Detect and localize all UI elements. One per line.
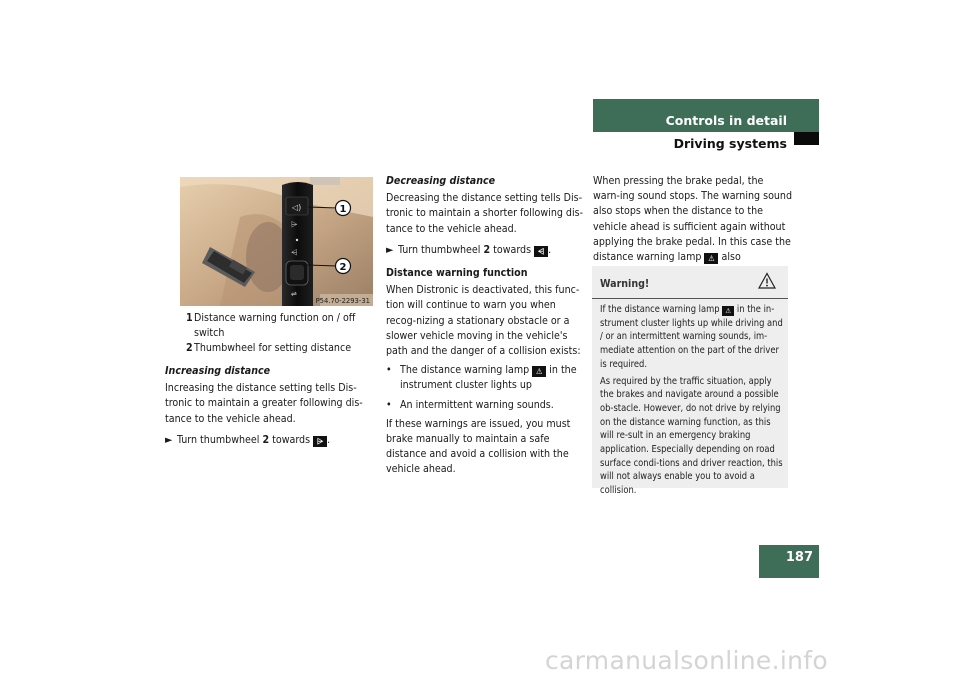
warning-title: Warning!	[600, 278, 650, 290]
watermark: carmanualsonline.info	[545, 646, 828, 675]
svg-text:⇌: ⇌	[291, 290, 297, 298]
caption-1	[180, 311, 375, 341]
subsection-title: Driving systems	[673, 136, 787, 151]
figure-code: P54.70-2293-31	[315, 297, 370, 305]
increasing-heading: Increasing distance	[165, 365, 271, 377]
decreasing-para: Decreasing the distance setting tells Dis-tronic to maintain a shorter following dis-tance to the vehicle ahead.	[386, 192, 584, 235]
callout-2: 2	[339, 262, 347, 273]
photo-illustration	[180, 177, 373, 306]
distance-warning-lamp-icon: ⚠	[704, 253, 718, 264]
caption-1-text: Distance warning function on / off switch	[194, 312, 356, 340]
thumbwheel-increase-icon: ⩥	[313, 436, 327, 447]
distance-warning-para: When Distronic is deactivated, this func-tion will continue to warn you when recog-nizing a stationary obstacle or a slower vehicle moving in the vehicle's path and the danger of a collision exists:	[386, 284, 581, 358]
step-arrow-icon: ►	[165, 433, 173, 446]
header-tab-marker	[794, 132, 819, 145]
thumbwheel-decrease-icon: ⩤	[534, 246, 548, 257]
caption-2-num: 2	[186, 342, 193, 355]
brake-pedal-para: When pressing the brake pedal, the warn-ing sound stops. The warning sound also stops when the distance to the vehicle ahead is sufficient again without applying the brake pedal. In this case the distance warning lamp ⚠ also	[593, 175, 793, 264]
section-title: Controls in detail	[665, 113, 787, 128]
warning-para-2: As required by the traffic situation, apply the brakes and navigate around a possible ob-stacle. However, do not drive by relying on the distance warning function, as this will re-sult in an emergency braking application. Especially depending on road surface condi-tions and driver reaction, this will not always enable you to avoid a collision.	[600, 375, 783, 497]
warning-triangle-icon	[758, 272, 776, 290]
column-3	[593, 174, 793, 280]
distance-warning-heading: Distance warning function	[386, 267, 528, 280]
control-switch-photo	[180, 177, 373, 306]
distance-warning-lamp-icon: ⚠	[532, 366, 546, 377]
bullet-dot-icon: •	[386, 364, 392, 377]
warning-box	[592, 266, 788, 497]
increasing-para: Increasing the distance setting tells Dis-tronic to maintain a greater following dis-tance to the vehicle ahead.	[165, 382, 363, 425]
callout-1: 1	[339, 204, 347, 215]
bullet-2: • An intermittent warning sounds.	[386, 398, 586, 413]
bullet-1: • The distance warning lamp ⚠ in the instrument cluster lights up	[386, 363, 586, 393]
column-1	[180, 311, 375, 357]
caption-2-text: Thumbwheel for setting distance	[194, 342, 352, 355]
distance-warning-lamp-icon: ⚠	[722, 306, 734, 316]
brake-manually-para: If these warnings are issued, you must brake manually to maintain a safe distance and avoid a collision with the vehicle ahead.	[386, 417, 571, 476]
decreasing-step: ► Turn thumbwheel 2 towards ⩤ .	[386, 243, 586, 258]
increasing-step: ► Turn thumbwheel 2 towards ⩥ .	[165, 433, 375, 448]
column-2	[386, 174, 586, 478]
caption-2	[180, 341, 375, 356]
page-header	[593, 99, 819, 154]
warning-divider	[592, 298, 788, 299]
page-number-box	[759, 545, 819, 578]
page-number: 187	[785, 550, 813, 565]
warning-para-1: If the distance warning lamp ⚠ in the in-strument cluster lights up while driving and / or an intermittent warning sounds, im-mediate attention on the part of the driver is required.	[600, 304, 783, 370]
increasing-distance-section	[165, 364, 375, 448]
svg-text:⩤: ⩤	[291, 248, 298, 257]
caption-1-num: 1	[186, 312, 193, 324]
step-arrow-icon: ►	[386, 243, 394, 256]
svg-text:◁): ◁)	[292, 203, 302, 212]
decreasing-heading: Decreasing distance	[386, 175, 496, 187]
bullet-dot-icon: •	[386, 398, 392, 411]
svg-text:⩥: ⩥	[291, 220, 298, 229]
warning-body	[600, 303, 784, 498]
